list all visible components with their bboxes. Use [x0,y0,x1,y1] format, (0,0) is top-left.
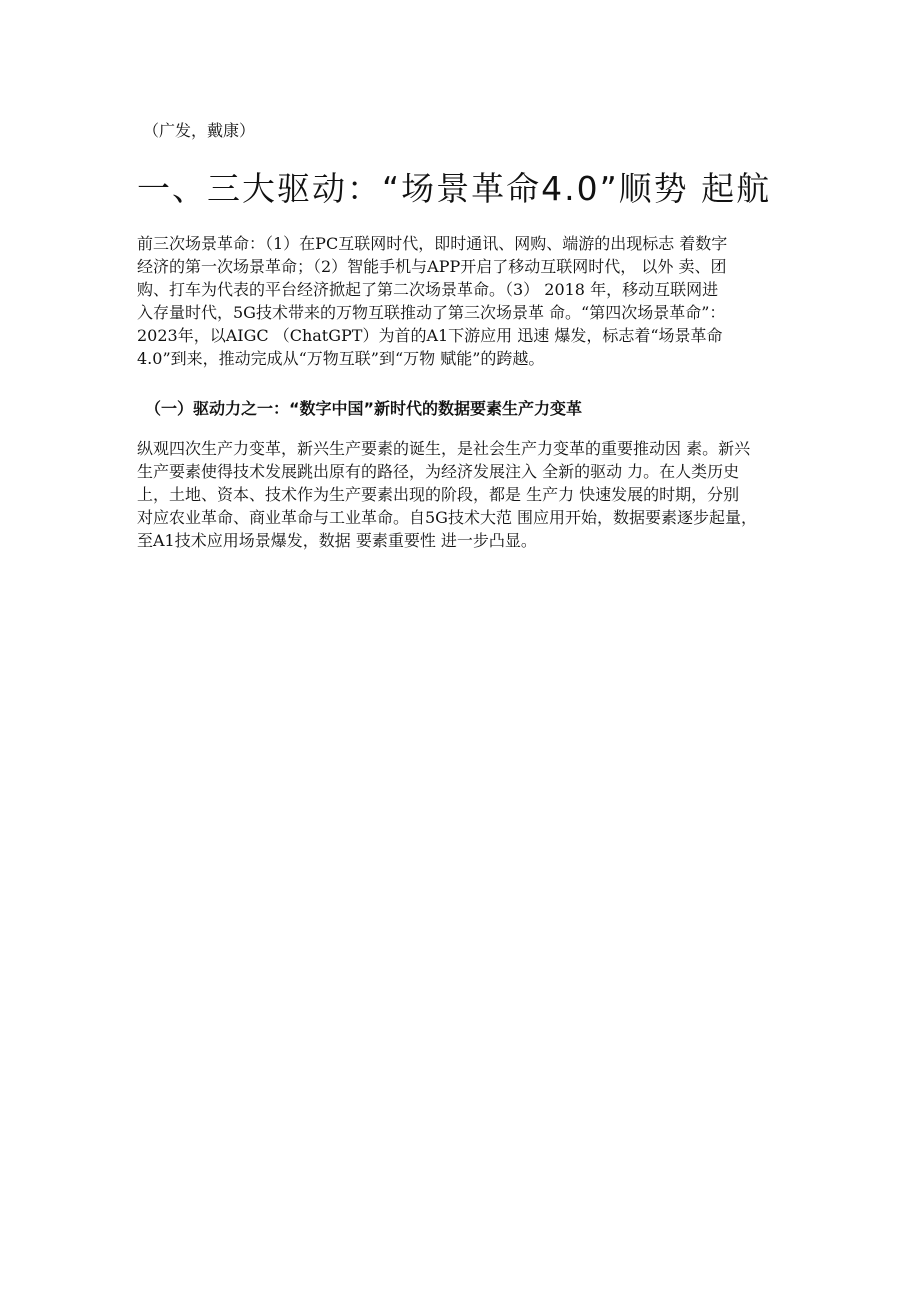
paragraph-line: 对应农业革命、商业革命与工业革命。自5G技术大范 围应用开始，数据要素逐步起量， [137,508,758,527]
paragraph-line: 至A1技术应用场景爆发，数据 要素重要性 进一步凸显。 [137,531,537,550]
section-title: 一、三大驱动：“场景革命4.0”顺势 起航 [137,169,772,208]
paragraph-line: 4.0”到来，推动完成从“万物互联”到“万物 赋能”的跨越。 [137,349,545,368]
paragraph-line: 前三次场景革命：（1）在PC互联网时代，即时通讯、网购、端游的出现标志 着数字 [137,234,728,253]
paragraph-line: 经济的第一次场景革命；（2）智能手机与APP开启了移动互联网时代， 以外 卖、团 [137,257,727,276]
paragraph-line: 上，土地、资本、技术作为生产要素出现的阶段，都是 生产力 快速发展的时期，分别 [137,485,740,504]
subsection-heading: （一）驱动力之一：“数字中国”新时代的数据要素生产力变革 [145,399,583,418]
paragraph-line: 生产要素使得技术发展跳出原有的路径，为经济发展注入 全新的驱动 力。在人类历史 [137,462,740,481]
intro-paragraph [137,232,727,370]
paragraph-line: 纵观四次生产力变革，新兴生产要素的诞生，是社会生产力变革的重要推动因 素。新兴 [137,439,751,458]
author-byline: （广发，戴康） [143,121,256,140]
paragraph-line: 2023年，以AIGC （ChatGPT）为首的A1下游应用 迅速 爆发，标志着“场景革命 [137,326,723,345]
paragraph-line: 购、打车为代表的平台经济掀起了第二次场景革命。（3） 2018 年，移动互联网进 [137,280,719,299]
section-paragraph [137,437,757,552]
paragraph-line: 入存量时代，5G技术带来的万物互联推动了第三次场景革 命。“第四次场景革命”： [137,303,726,322]
